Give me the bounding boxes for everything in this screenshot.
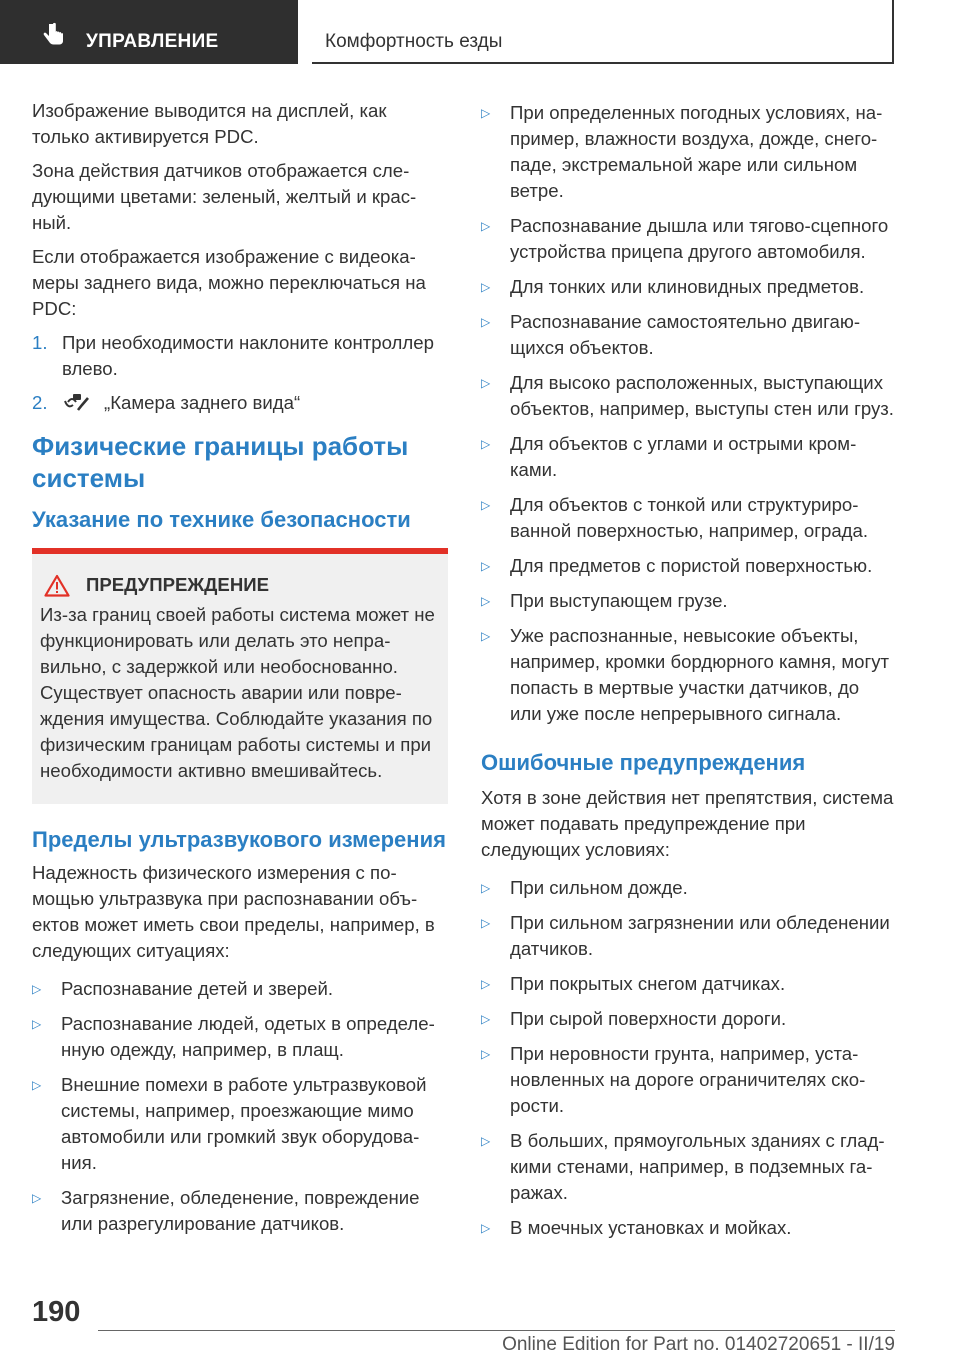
header-chapter xyxy=(312,0,894,64)
subsection-heading: Ошибочные предупреждения xyxy=(481,750,806,775)
bullet-triangle-icon: ▷ xyxy=(481,1221,491,1235)
step-number: 2. xyxy=(32,392,48,413)
list-item xyxy=(32,1185,448,1237)
bullet-triangle-icon: ▷ xyxy=(481,280,491,294)
page-number: 190 xyxy=(32,1296,81,1328)
bullet-triangle-icon: ▷ xyxy=(481,315,491,329)
list-item-text: Для тонких или клиновидных предметов. xyxy=(510,276,865,297)
list-item-text: При определенных погодных условиях, например, влажности воздуха, дожде, снегопаде, экстремальной жаре или сильном ветре. xyxy=(510,102,883,201)
bullet-triangle-icon: ▷ xyxy=(481,106,491,120)
list-item-text: В моечных установках и мойках. xyxy=(510,1217,792,1238)
list-item-text: Уже распознанные, невысокие объекты, например, кромки бордюрного камня, могут попасть в мертвые участки датчиков, до или уже после непрерывного сигнала. xyxy=(510,625,890,724)
list-item-text: При покрытых снегом датчиках. xyxy=(510,973,786,994)
list-item xyxy=(481,910,895,962)
bullet-triangle-icon: ▷ xyxy=(481,594,491,608)
paragraph: Если отображается изображение с видеокамеры заднего вида, можно переключаться на PDC: xyxy=(32,246,426,319)
header-section-label: УПРАВЛЕНИЕ xyxy=(86,31,219,52)
step-number: 1. xyxy=(32,332,48,353)
bullet-triangle-icon: ▷ xyxy=(32,982,42,996)
list-item xyxy=(481,875,895,901)
bullet-triangle-icon: ▷ xyxy=(481,1012,491,1026)
section-heading: Физические границы работы системы xyxy=(32,431,409,493)
warning-title: ПРЕДУПРЕЖДЕНИЕ xyxy=(86,574,270,595)
paragraph: Надежность физического измерения с помощью ультразвука при распознавании объектов может иметь свои пределы, например, в следующих ситуациях: xyxy=(32,862,435,961)
paragraph: Хотя в зоне действия нет препятствия, система может подавать предупреждение при следующих условиях: xyxy=(481,787,894,860)
list-item-text: Распознавание самостоятельно двигающихся объектов. xyxy=(510,311,861,358)
list-item xyxy=(481,274,895,300)
list-item xyxy=(32,976,448,1002)
list-item-text: Для объектов с тонкой или структурированной поверхностью, например, ограда. xyxy=(510,494,869,541)
list-item xyxy=(32,1072,448,1176)
list-item xyxy=(481,553,895,579)
footer-divider xyxy=(98,1330,895,1331)
list-item xyxy=(481,1041,895,1119)
list-item xyxy=(32,1011,448,1063)
bullet-triangle-icon: ▷ xyxy=(32,1017,42,1031)
step-text: „Камера заднего вида“ xyxy=(104,392,301,413)
list-item xyxy=(481,1215,895,1241)
list-item xyxy=(481,492,895,544)
list-item xyxy=(481,100,895,204)
list-item-text: Распознавание дышла или тягово-сцепного устройства прицепа другого автомобиля. xyxy=(510,215,889,262)
list-item xyxy=(481,370,895,422)
bullet-triangle-icon: ▷ xyxy=(481,559,491,573)
subsection-heading: Пределы ультразвукового измерения xyxy=(32,827,446,852)
list-item-text: При сильном загрязнении или обледенении датчиков. xyxy=(510,912,890,959)
bullet-triangle-icon: ▷ xyxy=(481,376,491,390)
bullet-triangle-icon: ▷ xyxy=(32,1191,42,1205)
left-column xyxy=(32,98,448,1246)
step-item xyxy=(32,330,448,382)
header-section-tab[interactable] xyxy=(0,0,298,64)
list-item-text: Для объектов с углами и острыми кромками. xyxy=(510,433,857,480)
step-text: При необходимости наклоните контроллер влево. xyxy=(62,332,434,379)
header-chapter-label: Комфортность езды xyxy=(325,31,503,52)
bullet-triangle-icon: ▷ xyxy=(481,1047,491,1061)
footer-edition: Online Edition for Part no. 01402720651 - II/19 xyxy=(502,1334,895,1355)
bullet-triangle-icon: ▷ xyxy=(481,881,491,895)
warning-box xyxy=(32,548,448,804)
bullet-triangle-icon: ▷ xyxy=(481,629,491,643)
bullet-triangle-icon: ▷ xyxy=(481,219,491,233)
list-item xyxy=(481,623,895,727)
list-item-text: Распознавание людей, одетых в определенную одежду, например, в плащ. xyxy=(61,1013,435,1060)
list-item-text: При сильном дожде. xyxy=(510,877,688,898)
warning-text: Из-за границ своей работы система может не функционировать или делать это неправильно, с задержкой или необоснованно. Существует опасность аварии или повреждения имущества. Соблюдайте указания по физическим границам работы системы и при необходимости активно вмешивайтесь. xyxy=(40,604,435,781)
list-item xyxy=(481,213,895,265)
bullet-triangle-icon: ▷ xyxy=(481,1134,491,1148)
list-item-text: В больших, прямоугольных зданиях с гладкими стенами, например, в подземных гаражах. xyxy=(510,1130,885,1203)
step-item xyxy=(32,390,448,416)
list-item-text: Распознавание детей и зверей. xyxy=(61,978,334,999)
list-item-text: Для высоко расположенных, выступающих объектов, например, выступы стен или груз. xyxy=(510,372,894,419)
warning-triangle-icon xyxy=(44,574,70,597)
list-item-text: Внешние помехи в работе ультразвуковой системы, например, проезжающие мимо автомобили или громкий звук оборудования. xyxy=(61,1074,427,1173)
paragraph: Зона действия датчиков отображается следующими цветами: зеленый, желтый и красный. xyxy=(32,160,417,233)
list-item-text: При неровности грунта, например, установленных на дороге ограничителях скорости. xyxy=(510,1043,866,1116)
list-item xyxy=(481,431,895,483)
list-item xyxy=(481,1128,895,1206)
subsection-heading: Указание по технике безопасности xyxy=(32,507,411,532)
bullet-triangle-icon: ▷ xyxy=(32,1078,42,1092)
list-item xyxy=(481,588,895,614)
list-item xyxy=(481,971,895,997)
list-item xyxy=(481,309,895,361)
hand-pointer-icon xyxy=(40,22,66,48)
rear-camera-icon xyxy=(62,392,90,412)
list-item-text: Загрязнение, обледенение, повреждение или разрегулирование датчиков. xyxy=(61,1187,420,1234)
bullet-triangle-icon: ▷ xyxy=(481,977,491,991)
list-item-text: При выступающем грузе. xyxy=(510,590,728,611)
bullet-triangle-icon: ▷ xyxy=(481,916,491,930)
bullet-triangle-icon: ▷ xyxy=(481,498,491,512)
bullet-triangle-icon: ▷ xyxy=(481,437,491,451)
paragraph: Изображение выводится на дисплей, как только активируется PDC. xyxy=(32,100,387,147)
list-item-text: Для предметов с пористой поверхностью. xyxy=(510,555,873,576)
list-item xyxy=(481,1006,895,1032)
right-column xyxy=(481,100,895,1250)
list-item-text: При сырой поверхности дороги. xyxy=(510,1008,787,1029)
